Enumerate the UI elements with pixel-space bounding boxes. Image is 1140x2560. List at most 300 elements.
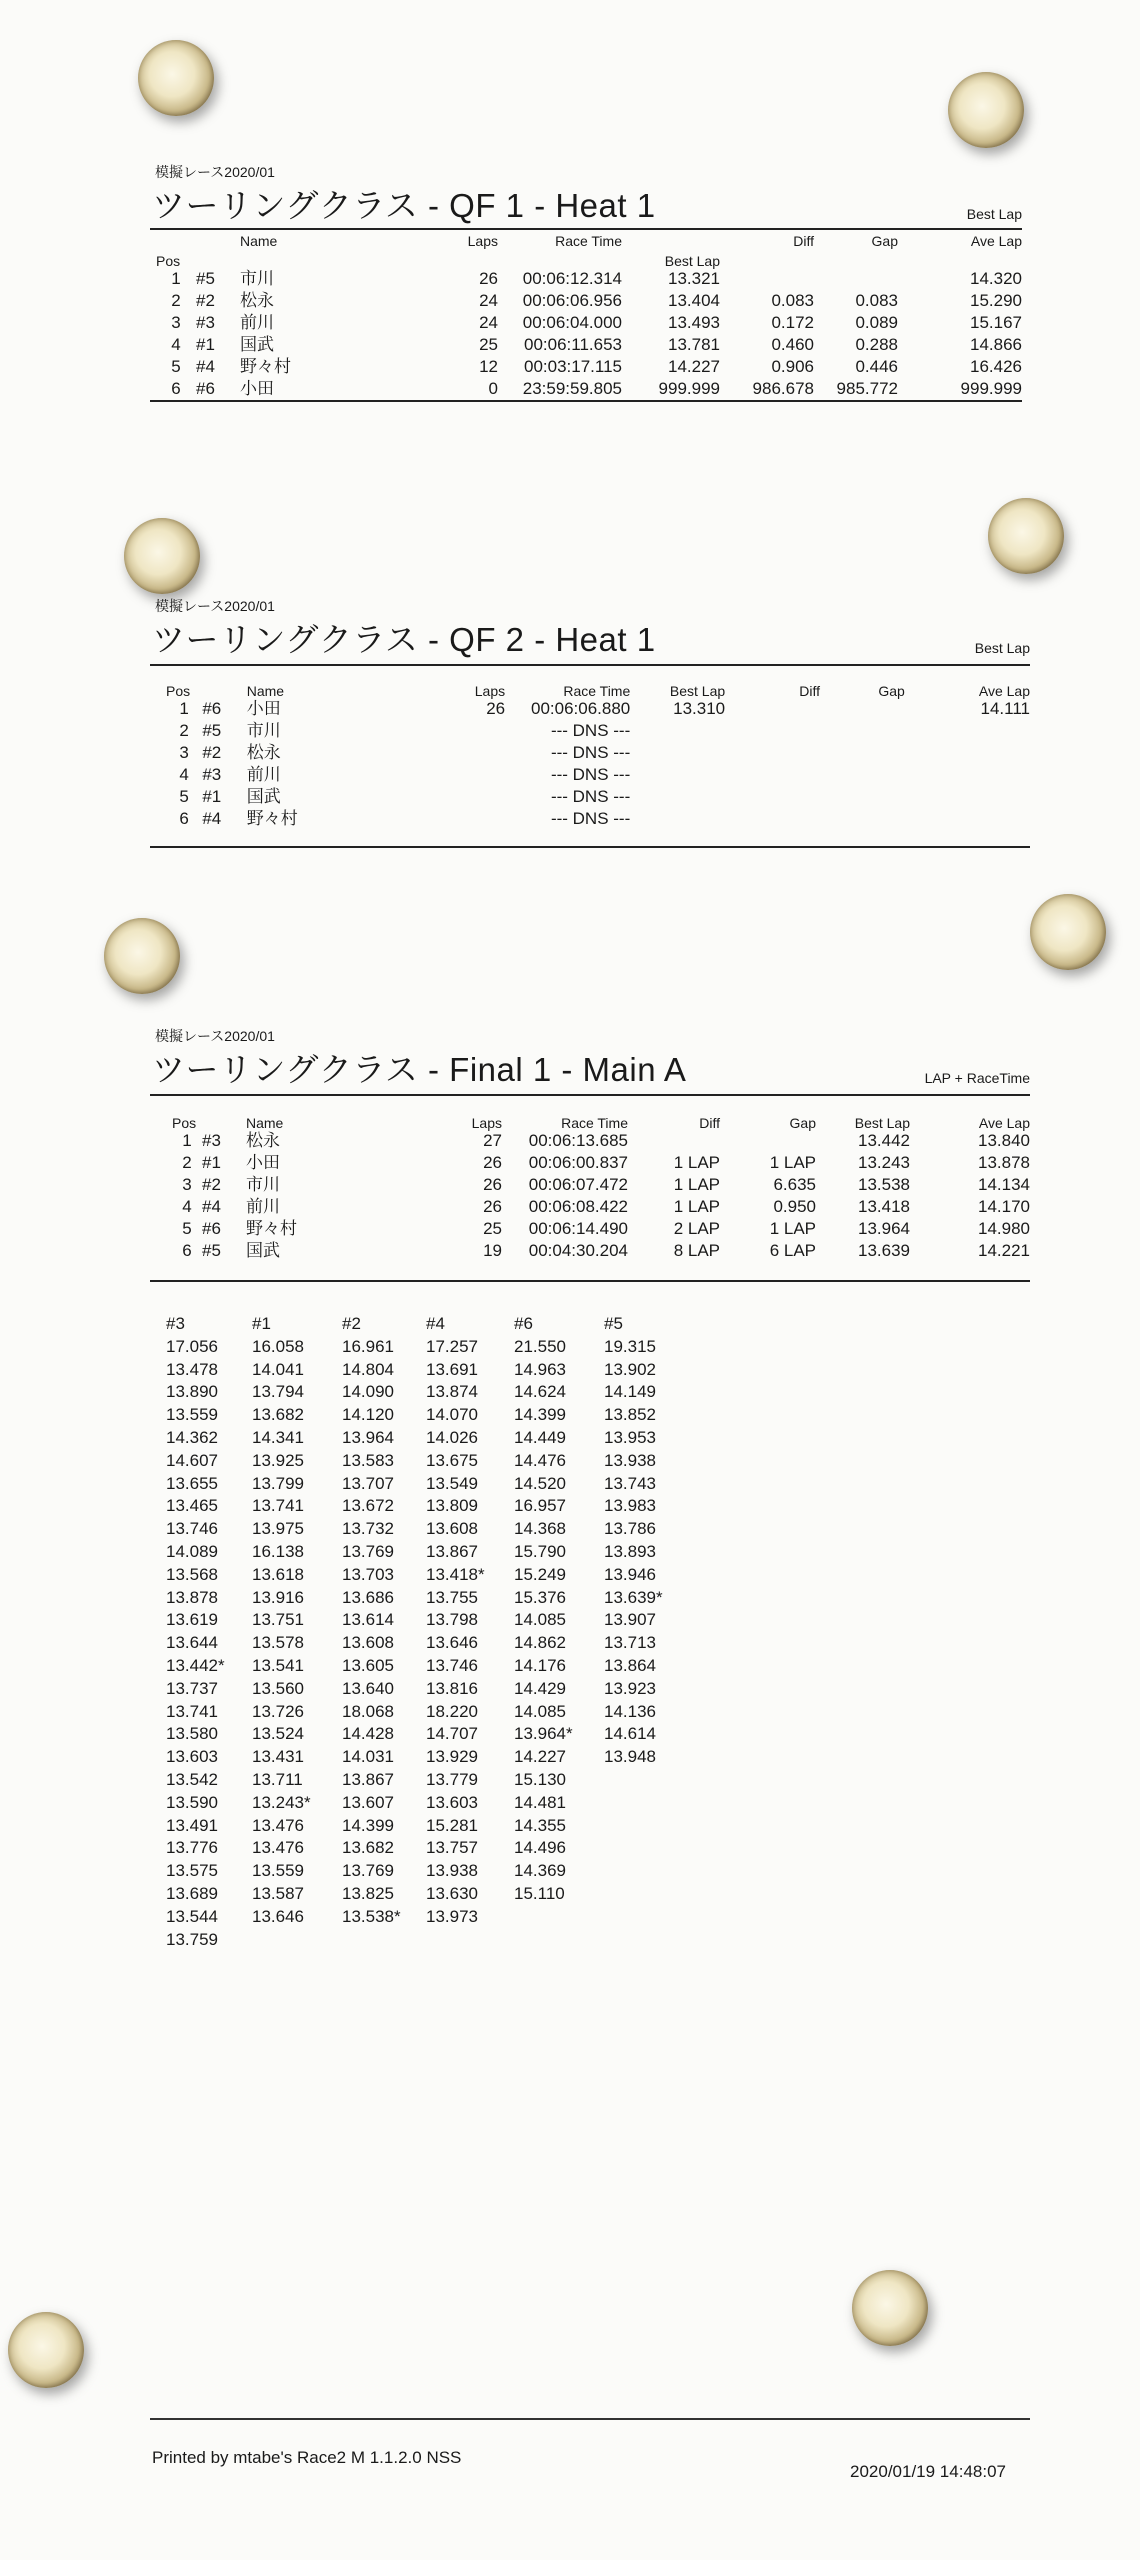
- lap-time: 19.315: [604, 1336, 656, 1356]
- magnet: [138, 40, 214, 116]
- cell-time: 00:06:00.837: [528, 1153, 628, 1172]
- lap-time: 13.925: [252, 1450, 304, 1470]
- cell-name: 松永: [246, 1131, 280, 1150]
- cell-num: #1: [202, 1153, 221, 1172]
- cell-ave: [905, 720, 1030, 742]
- col-best-lap: Best Lap: [664, 253, 720, 269]
- lap-time: 14.624: [514, 1382, 566, 1402]
- event-name: 模擬レース2020/01: [155, 598, 275, 614]
- lap-time: 13.442*: [166, 1655, 225, 1675]
- lap-time: 13.864: [604, 1655, 656, 1675]
- lap-time: 14.496: [514, 1838, 566, 1858]
- cell-gap: [820, 720, 905, 742]
- cell-ave: 14.170: [978, 1197, 1030, 1216]
- lap-time: 13.614: [342, 1610, 394, 1630]
- lap-time: 14.149: [604, 1382, 656, 1402]
- cell-laps: [424, 764, 505, 786]
- cell-laps: [424, 808, 505, 830]
- lap-time: 13.713: [604, 1633, 656, 1653]
- lap-time: 17.257: [426, 1336, 478, 1356]
- lap-time: 13.608: [426, 1519, 478, 1539]
- print-datetime: 2020/01/19 14:48:07: [850, 2462, 1006, 2481]
- title-rule: [150, 664, 1030, 666]
- cell-gap: 0.950: [773, 1197, 816, 1216]
- table-rule: [150, 846, 1030, 848]
- cell-ave: [905, 808, 1030, 830]
- cell-time: --- DNS ---: [550, 743, 631, 762]
- magnet: [948, 72, 1024, 148]
- cell-laps: 26: [483, 1197, 502, 1216]
- col-laps: Laps: [467, 233, 498, 249]
- lap-time: 13.583: [342, 1450, 394, 1470]
- lap-time: 14.707: [426, 1724, 478, 1744]
- cell-ave: 14.111: [980, 699, 1030, 718]
- col-best-lap: Best Lap: [854, 1115, 910, 1131]
- col-pos: Pos: [156, 253, 181, 269]
- lap-time: 13.478: [166, 1359, 218, 1379]
- lap-time: 13.476: [252, 1838, 304, 1858]
- event-name: 模擬レース2020/01: [155, 164, 275, 180]
- cell-time: --- DNS ---: [550, 809, 631, 828]
- cell-num: #2: [202, 743, 222, 762]
- cell-laps: 26: [483, 1175, 502, 1194]
- table-header: [156, 234, 1022, 268]
- event-name: 模擬レース2020/01: [155, 1028, 275, 1044]
- cell-pos: 1: [182, 1131, 192, 1150]
- cell-diff: [720, 268, 814, 290]
- results-table: [172, 1112, 1030, 1262]
- cell-best: [630, 720, 725, 742]
- cell-diff: 0.172: [771, 313, 814, 332]
- col-pos: Pos: [166, 683, 191, 699]
- lap-time: 14.804: [342, 1359, 394, 1379]
- lap-time: 13.465: [166, 1496, 218, 1516]
- lap-time: 13.559: [166, 1405, 218, 1425]
- cell-name: 前川: [240, 313, 274, 332]
- qf2-section: [150, 596, 1030, 856]
- table-row: [156, 268, 1022, 290]
- cell-best: 13.404: [668, 291, 720, 310]
- cell-name: 国武: [240, 335, 274, 354]
- cell-diff: 986.678: [752, 379, 814, 398]
- cell-gap: 6.635: [773, 1175, 816, 1194]
- lap-time: 14.963: [514, 1359, 566, 1379]
- lap-time: 14.862: [514, 1633, 566, 1653]
- cell-time: 00:06:12.314: [522, 269, 622, 288]
- lap-time: 13.590: [166, 1792, 218, 1812]
- magnet: [124, 518, 200, 594]
- lap-column-header: #3: [166, 1314, 185, 1333]
- lap-time: 13.757: [426, 1838, 478, 1858]
- cell-ave: 15.290: [970, 291, 1022, 310]
- lap-time: 13.491: [166, 1815, 218, 1835]
- lap-column: [514, 1313, 604, 1906]
- lap-time: 14.607: [166, 1450, 218, 1470]
- lap-time: 13.587: [252, 1883, 304, 1903]
- lap-time: 13.605: [342, 1655, 394, 1675]
- lap-time: 13.907: [604, 1610, 656, 1630]
- lap-time: 13.578: [252, 1633, 304, 1653]
- cell-name: 市川: [246, 721, 281, 740]
- cell-name: 前川: [246, 1197, 280, 1216]
- lap-time: 13.703: [342, 1564, 394, 1584]
- lap-time: 13.568: [166, 1564, 218, 1584]
- lap-time: 13.948: [604, 1747, 656, 1767]
- cell-name: 小田: [240, 379, 274, 398]
- lap-time: 13.559: [252, 1861, 304, 1881]
- cell-name: 前川: [246, 765, 281, 784]
- lap-time: 13.711: [252, 1769, 303, 1789]
- col-best-lap: Best Lap: [669, 683, 726, 699]
- lap-time: 13.682: [342, 1838, 394, 1858]
- cell-name: 松永: [246, 743, 281, 762]
- cell-pos: 6: [182, 1241, 192, 1260]
- cell-laps: 12: [479, 357, 498, 376]
- table-row: [172, 1130, 1030, 1152]
- lap-time: 14.399: [342, 1815, 394, 1835]
- col-pos: Pos: [172, 1115, 197, 1131]
- lap-time: 13.737: [166, 1678, 218, 1698]
- lap-time: 13.983: [604, 1496, 656, 1516]
- table-row: [172, 1218, 1030, 1240]
- col-gap: Gap: [878, 683, 905, 699]
- lap-time: 14.136: [604, 1701, 656, 1721]
- cell-name: 小田: [246, 699, 281, 718]
- cell-pos: 3: [182, 1175, 192, 1194]
- cell-pos: 1: [179, 699, 189, 718]
- lap-time: 13.809: [426, 1496, 478, 1516]
- sort-mode: Best Lap: [966, 206, 1022, 222]
- lap-time: 14.085: [514, 1701, 566, 1721]
- cell-pos: 4: [182, 1197, 192, 1216]
- lap-time: 13.707: [342, 1473, 394, 1493]
- sort-mode: LAP + RaceTime: [924, 1070, 1030, 1086]
- cell-num: #1: [202, 787, 222, 806]
- cell-best: [630, 808, 725, 830]
- cell-best: [630, 764, 725, 786]
- lap-time: 14.070: [426, 1405, 478, 1425]
- col-race-time: Race Time: [555, 233, 622, 249]
- cell-best: 13.418: [858, 1197, 910, 1216]
- lap-time: 13.923: [604, 1678, 656, 1698]
- col-race-time: Race Time: [561, 1115, 628, 1131]
- lap-time: 14.041: [252, 1359, 304, 1379]
- race-title: ツーリングクラス - Final 1 - Main A: [152, 1051, 687, 1088]
- lap-time: 13.741: [166, 1701, 218, 1721]
- lap-time: 13.769: [342, 1541, 394, 1561]
- cell-time: 00:06:04.000: [522, 313, 622, 332]
- cell-diff: [725, 808, 820, 830]
- cell-time: 00:06:11.653: [524, 335, 622, 354]
- magnet: [852, 2270, 928, 2346]
- lap-time: 13.759: [166, 1929, 218, 1949]
- lap-time: 16.961: [342, 1336, 394, 1356]
- cell-pos: 3: [179, 743, 189, 762]
- cell-time: 00:06:06.880: [531, 699, 631, 718]
- cell-num: #6: [202, 1219, 221, 1238]
- col-name: Name: [240, 233, 278, 249]
- lap-time: 13.580: [166, 1724, 218, 1744]
- cell-diff: [628, 1130, 720, 1152]
- cell-num: #4: [196, 357, 215, 376]
- cell-pos: 6: [179, 809, 189, 828]
- magnet: [988, 498, 1064, 574]
- lap-time: 13.769: [342, 1861, 394, 1881]
- cell-num: #6: [196, 379, 215, 398]
- cell-pos: 5: [179, 787, 189, 806]
- cell-pos: 2: [182, 1153, 192, 1172]
- cell-laps: 26: [486, 699, 506, 718]
- cell-ave: 14.320: [970, 269, 1022, 288]
- cell-ave: 13.840: [978, 1131, 1030, 1150]
- cell-ave: 14.866: [970, 335, 1022, 354]
- lap-time: 13.867: [426, 1541, 478, 1561]
- cell-name: 松永: [240, 291, 274, 310]
- lap-time: 14.476: [514, 1450, 566, 1470]
- lap-time: 13.874: [426, 1382, 478, 1402]
- lap-time: 13.675: [426, 1450, 478, 1470]
- lap-time: 14.369: [514, 1861, 566, 1881]
- table-header: [172, 1112, 1030, 1130]
- lap-time: 13.541: [252, 1655, 304, 1675]
- cell-diff: 0.460: [771, 335, 814, 354]
- cell-gap: 0.083: [855, 291, 898, 310]
- cell-diff: 8 LAP: [673, 1241, 720, 1260]
- lap-time: 13.640: [342, 1678, 394, 1698]
- lap-time: 13.975: [252, 1519, 304, 1539]
- cell-num: #5: [202, 721, 222, 740]
- cell-laps: 0: [488, 379, 498, 398]
- cell-num: #3: [202, 1131, 221, 1150]
- col-name: Name: [246, 683, 285, 699]
- lap-time: 15.281: [426, 1815, 478, 1835]
- cell-gap: 0.446: [855, 357, 898, 376]
- cell-name: 野々村: [246, 809, 298, 828]
- cell-name: 市川: [240, 269, 274, 288]
- lap-time: 13.825: [342, 1883, 394, 1903]
- cell-ave: [905, 742, 1030, 764]
- cell-gap: [820, 786, 905, 808]
- cell-best: 13.243: [858, 1153, 910, 1172]
- col-name: Name: [246, 1115, 284, 1131]
- lap-time: 13.431: [252, 1747, 304, 1767]
- race-title: ツーリングクラス - QF 1 - Heat 1: [152, 187, 656, 224]
- lap-time: 14.355: [514, 1815, 566, 1835]
- cell-diff: [725, 698, 820, 720]
- cell-time: --- DNS ---: [550, 765, 631, 784]
- lap-time: 13.973: [426, 1906, 478, 1926]
- cell-name: 野々村: [246, 1219, 297, 1238]
- cell-diff: 2 LAP: [673, 1219, 720, 1238]
- table-row: [156, 312, 1022, 334]
- results-table: [156, 234, 1022, 400]
- cell-diff: [725, 764, 820, 786]
- lap-time: 13.619: [166, 1610, 218, 1630]
- cell-name: 国武: [246, 787, 281, 806]
- lap-column: [342, 1313, 432, 1929]
- lap-time: 13.953: [604, 1427, 656, 1447]
- cell-ave: 14.134: [978, 1175, 1030, 1194]
- title-rule: [150, 1094, 1030, 1096]
- lap-time: 14.090: [342, 1382, 394, 1402]
- lap-time: 13.630: [426, 1883, 478, 1903]
- lap-column-header: #4: [426, 1314, 445, 1333]
- cell-ave: [905, 786, 1030, 808]
- cell-gap: 985.772: [836, 379, 898, 398]
- cell-pos: 2: [171, 291, 181, 310]
- cell-best: [630, 786, 725, 808]
- cell-diff: 0.083: [771, 291, 814, 310]
- lap-time: 14.085: [514, 1610, 566, 1630]
- lap-time: 13.682: [252, 1405, 304, 1425]
- magnet: [104, 918, 180, 994]
- cell-name: 野々村: [240, 357, 291, 376]
- lap-time: 13.816: [426, 1678, 478, 1698]
- cell-name: 小田: [246, 1153, 280, 1172]
- lap-time: 13.686: [342, 1587, 394, 1607]
- table-row: [156, 378, 1022, 400]
- lap-time: 14.227: [514, 1747, 566, 1767]
- lap-time: 13.646: [426, 1633, 478, 1653]
- lap-column: [604, 1313, 694, 1769]
- lap-time: 13.639*: [604, 1587, 663, 1607]
- cell-best: [630, 742, 725, 764]
- table-header: [166, 680, 1030, 698]
- table-row: [166, 698, 1030, 720]
- lap-time: 13.608: [342, 1633, 394, 1653]
- lap-time: 18.068: [342, 1701, 394, 1721]
- cell-diff: 1 LAP: [673, 1197, 720, 1216]
- cell-pos: 5: [182, 1219, 192, 1238]
- cell-ave: 14.980: [978, 1219, 1030, 1238]
- cell-best: 14.227: [668, 357, 720, 376]
- lap-column-header: #6: [514, 1314, 533, 1333]
- lap-time: 14.399: [514, 1405, 566, 1425]
- lap-time: 21.550: [514, 1336, 566, 1356]
- lap-time: 14.120: [342, 1405, 394, 1425]
- cell-gap: 1 LAP: [769, 1153, 816, 1172]
- cell-laps: [424, 742, 505, 764]
- lap-time: 13.751: [252, 1610, 304, 1630]
- lap-time: 13.603: [426, 1792, 478, 1812]
- lap-column-header: #5: [604, 1314, 623, 1333]
- cell-time: 00:06:07.472: [528, 1175, 628, 1194]
- table-rule: [150, 400, 1022, 402]
- cell-laps: [424, 786, 505, 808]
- lap-time: 13.618: [252, 1564, 304, 1584]
- cell-num: #2: [202, 1175, 221, 1194]
- col-laps: Laps: [471, 1115, 502, 1131]
- cell-gap: [820, 808, 905, 830]
- col-gap: Gap: [789, 1115, 816, 1131]
- cell-time: 00:06:06.956: [522, 291, 622, 310]
- lap-time: 13.524: [252, 1724, 304, 1744]
- cell-pos: 3: [171, 313, 181, 332]
- cell-num: #3: [202, 765, 222, 784]
- cell-num: #6: [202, 699, 222, 718]
- cell-time: 00:03:17.115: [524, 357, 622, 376]
- table-row: [172, 1240, 1030, 1262]
- lap-time: 14.614: [604, 1724, 656, 1744]
- lap-column-header: #1: [252, 1314, 271, 1333]
- table-row: [166, 742, 1030, 764]
- lap-time: 14.341: [252, 1427, 304, 1447]
- lap-column: [426, 1313, 516, 1929]
- cell-ave: 15.167: [970, 313, 1022, 332]
- lap-time: 13.964: [342, 1427, 394, 1447]
- lap-time: 16.138: [252, 1541, 304, 1561]
- lap-time: 13.938: [604, 1450, 656, 1470]
- lap-time: 13.867: [342, 1769, 394, 1789]
- lap-time: 14.176: [514, 1655, 566, 1675]
- table-row: [156, 334, 1022, 356]
- lap-time: 13.418*: [426, 1564, 485, 1584]
- col-laps: Laps: [474, 683, 506, 699]
- col-diff: Diff: [799, 683, 821, 699]
- cell-gap: 0.288: [855, 335, 898, 354]
- cell-num: #3: [196, 313, 215, 332]
- table-row: [172, 1174, 1030, 1196]
- cell-gap: [820, 764, 905, 786]
- lap-time: 13.946: [604, 1564, 656, 1584]
- table-row: [166, 808, 1030, 830]
- cell-pos: 2: [179, 721, 189, 740]
- lap-time: 13.732: [342, 1519, 394, 1539]
- lap-time: 15.249: [514, 1564, 566, 1584]
- race-title: ツーリングクラス - QF 2 - Heat 1: [152, 621, 656, 658]
- sort-mode: Best Lap: [974, 640, 1030, 656]
- table-row: [172, 1152, 1030, 1174]
- lap-time: 13.743: [604, 1473, 656, 1493]
- lap-time: 15.110: [514, 1883, 565, 1903]
- lap-time: 13.798: [426, 1610, 478, 1630]
- lap-time: 15.130: [514, 1769, 566, 1789]
- cell-time: 00:06:08.422: [528, 1197, 628, 1216]
- col-ave-lap: Ave Lap: [970, 233, 1022, 249]
- cell-laps: 26: [479, 269, 498, 288]
- cell-ave: 14.221: [978, 1241, 1030, 1260]
- lap-time: 13.646: [252, 1906, 304, 1926]
- cell-num: #4: [202, 1197, 221, 1216]
- lap-time: 16.957: [514, 1496, 566, 1516]
- cell-num: #1: [196, 335, 215, 354]
- lap-time: 13.691: [426, 1359, 478, 1379]
- lap-time: 13.726: [252, 1701, 304, 1721]
- cell-ave: 13.878: [978, 1153, 1030, 1172]
- lap-time: 13.655: [166, 1473, 218, 1493]
- lap-time: 13.603: [166, 1747, 218, 1767]
- footer-rule: [150, 2418, 1030, 2420]
- cell-name: 国武: [246, 1241, 280, 1260]
- table-row: [166, 786, 1030, 808]
- cell-gap: [720, 1130, 816, 1152]
- table-row: [166, 764, 1030, 786]
- lap-time: 13.644: [166, 1633, 218, 1653]
- cell-best: 13.538: [858, 1175, 910, 1194]
- lap-time: 13.916: [252, 1587, 304, 1607]
- cell-pos: 6: [171, 379, 181, 398]
- col-diff: Diff: [699, 1115, 720, 1131]
- lap-time: 13.929: [426, 1747, 478, 1767]
- cell-best: 999.999: [658, 379, 720, 398]
- cell-gap: 6 LAP: [769, 1241, 816, 1260]
- cell-laps: 25: [479, 335, 498, 354]
- lap-time: 14.031: [342, 1747, 394, 1767]
- col-ave-lap: Ave Lap: [978, 1115, 1030, 1131]
- lap-time: 13.902: [604, 1359, 656, 1379]
- cell-num: #2: [196, 291, 215, 310]
- cell-diff: [725, 786, 820, 808]
